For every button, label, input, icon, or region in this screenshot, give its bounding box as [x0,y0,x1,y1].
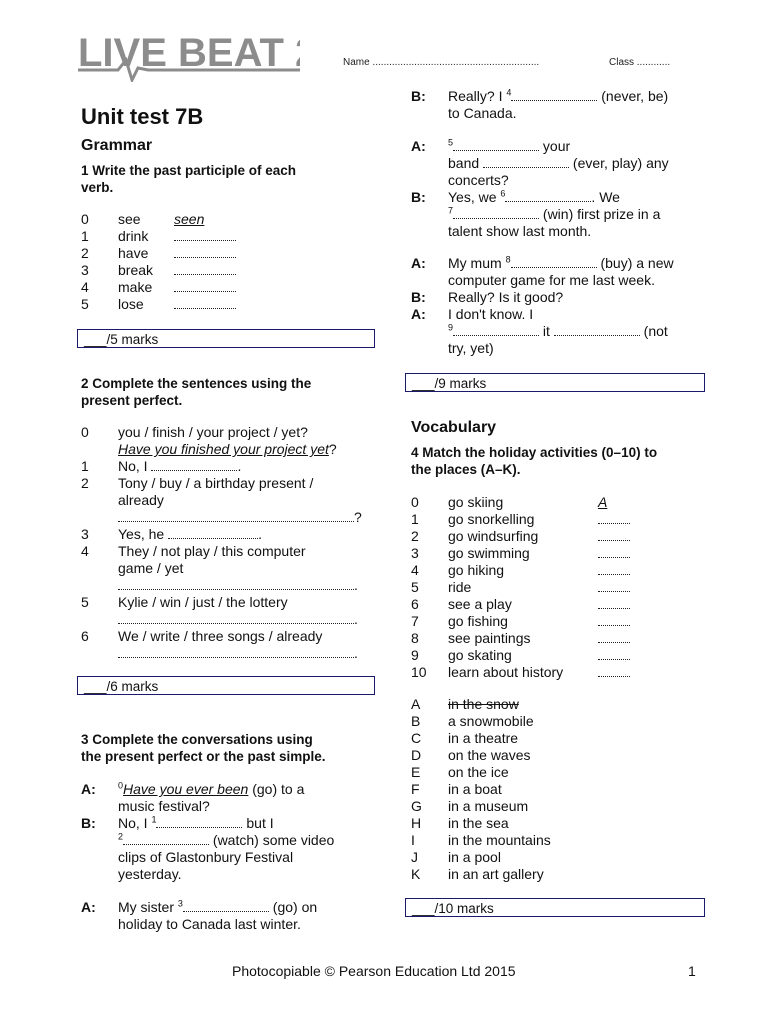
ex3-conversation-1: A: $^0$Have you ever been (go) to a music festival? B: No, I $^1$ but I $^2$ (watch) some video clips of Glastonbury Festival yesterday. [81,780,335,882]
place-item: B a snowmobile [411,713,534,729]
answer-blank[interactable] [598,528,630,541]
list-item: 1 drink [81,228,381,245]
ex3-marks-box[interactable]: ___/9 marks [405,373,705,392]
activity-item: 5 ride [411,579,711,596]
list-item: 5 lose [81,296,381,313]
ex4-activities-list [411,494,711,681]
activity-item: 8 see paintings [411,630,711,647]
answer-blank[interactable] [183,899,269,912]
place-item: E on the ice [411,764,509,780]
answer-blank[interactable] [598,562,630,575]
ex4-marks-box[interactable]: ___/10 marks [405,898,705,917]
answer-blank[interactable] [598,579,630,592]
activity-item: 2 go windsurfing [411,528,711,545]
place-item: D on the waves [411,747,531,763]
live-beat-logo [78,30,300,82]
answer-blank[interactable] [598,545,630,558]
answer-blank[interactable] [598,664,630,677]
activity-item: 9 go skating [411,647,711,664]
ex3-conversation-3: A: $^5$ your band (ever, play) any concerts? B: Yes, we $^6$ . We $^7$ (win) first prize in a talent show last month. [411,137,669,239]
activity-item: 7 go fishing [411,613,711,630]
ex2-instruction: 2 Complete the sentences using the present perfect. [81,376,312,408]
ex1-list [81,211,381,313]
answer-blank[interactable] [118,577,354,590]
grammar-heading: Grammar [81,137,153,154]
activity-item: 1 go snorkelling [411,511,711,528]
place-item: K in an art gallery [411,866,544,882]
place-item: G in a museum [411,798,529,814]
answer-blank[interactable] [174,245,236,258]
activity-item: 3 go swimming [411,545,711,562]
answer-blank[interactable] [554,323,640,336]
place-item: F in a boat [411,781,502,797]
answer-blank[interactable] [453,323,539,336]
answer-blank[interactable] [598,613,630,626]
list-item: 4 make [81,279,381,296]
ex4-places-list [411,696,711,883]
ex3-conversation-4: A: My mum $^8$ (buy) a new computer game for me last week. B: Really? Is it good? A: I don't know. I $^9$ it (not try, yet) [411,254,674,356]
ex3-conversation-2-cont: B: Really? I $^4$ (never, be) to Canada. [411,87,669,121]
answer-blank[interactable] [598,511,630,524]
logo-text: LIVE BEAT 2 [78,31,300,75]
place-item: H in the sea [411,815,509,831]
answer-blank[interactable] [511,88,597,101]
answer-blank[interactable] [151,458,237,471]
answer-blank[interactable] [118,611,354,624]
activity-item: 0 go skiing A [411,494,608,510]
answer-blank[interactable] [174,296,236,309]
place-item: C in a theatre [411,730,519,746]
page-title: Unit test 7B [81,104,204,129]
place-item: J in a pool [411,849,501,865]
name-field[interactable]: Name ............................................................ [343,57,540,68]
answer-blank[interactable] [598,630,630,643]
page-number: 1 [688,963,696,979]
answer-blank[interactable] [598,647,630,660]
answer-blank[interactable] [453,138,539,151]
answer-blank[interactable] [168,526,258,539]
answer-blank[interactable] [598,596,630,609]
footer-copyright: Photocopiable © Pearson Education Ltd 2015 [232,963,516,979]
ex1-marks-box[interactable]: ___/5 marks [77,329,375,348]
answer-blank[interactable] [174,262,236,275]
answer-blank[interactable] [453,206,539,219]
ex2-marks-box[interactable]: ___/6 marks [77,676,375,695]
ex1-instruction: 1 Write the past participle of each verb. [81,163,297,195]
answer-blank[interactable] [505,189,591,202]
activity-item: 6 see a play [411,596,711,613]
ex3-instruction: 3 Complete the conversations using the present perfect or the past simple. [81,732,326,764]
answer-blank[interactable] [174,228,236,241]
logo-heartbeat-icon [78,30,300,82]
answer-blank[interactable] [511,255,597,268]
place-item: I in the mountains [411,832,551,848]
answer-blank[interactable] [123,832,209,845]
activity-item: 10 learn about history [411,664,711,681]
answer-blank[interactable] [174,279,236,292]
ex4-instruction: 4 Match the holiday activities (0–10) to the places (A–K). [411,445,658,477]
answer-blank[interactable] [118,509,354,522]
list-item: 3 break [81,262,381,279]
ex3-conversation-2: A: My sister $^3$ (go) on holiday to Canada last winter. [81,898,318,932]
list-item: 2 have [81,245,381,262]
vocabulary-heading: Vocabulary [411,419,497,436]
class-field[interactable]: Class ............ [609,57,671,68]
answer-blank[interactable] [156,815,242,828]
answer-blank[interactable] [483,155,569,168]
ex2-list: 0 you / finish / your project / yet? Have you finished your project yet? 1 No, I . 2 Tony / buy / a birthday present / already ? 3 Yes, he . 4 They / not play / this computer game / yet . 5 Kylie / win / just / the lottery . 6 We / write / three songs / already . [81,424,362,661]
activity-item: 4 go hiking [411,562,711,579]
answer-blank[interactable] [118,645,354,658]
list-item: 0 see seen [81,211,205,227]
place-item: A in the snow [411,696,519,712]
